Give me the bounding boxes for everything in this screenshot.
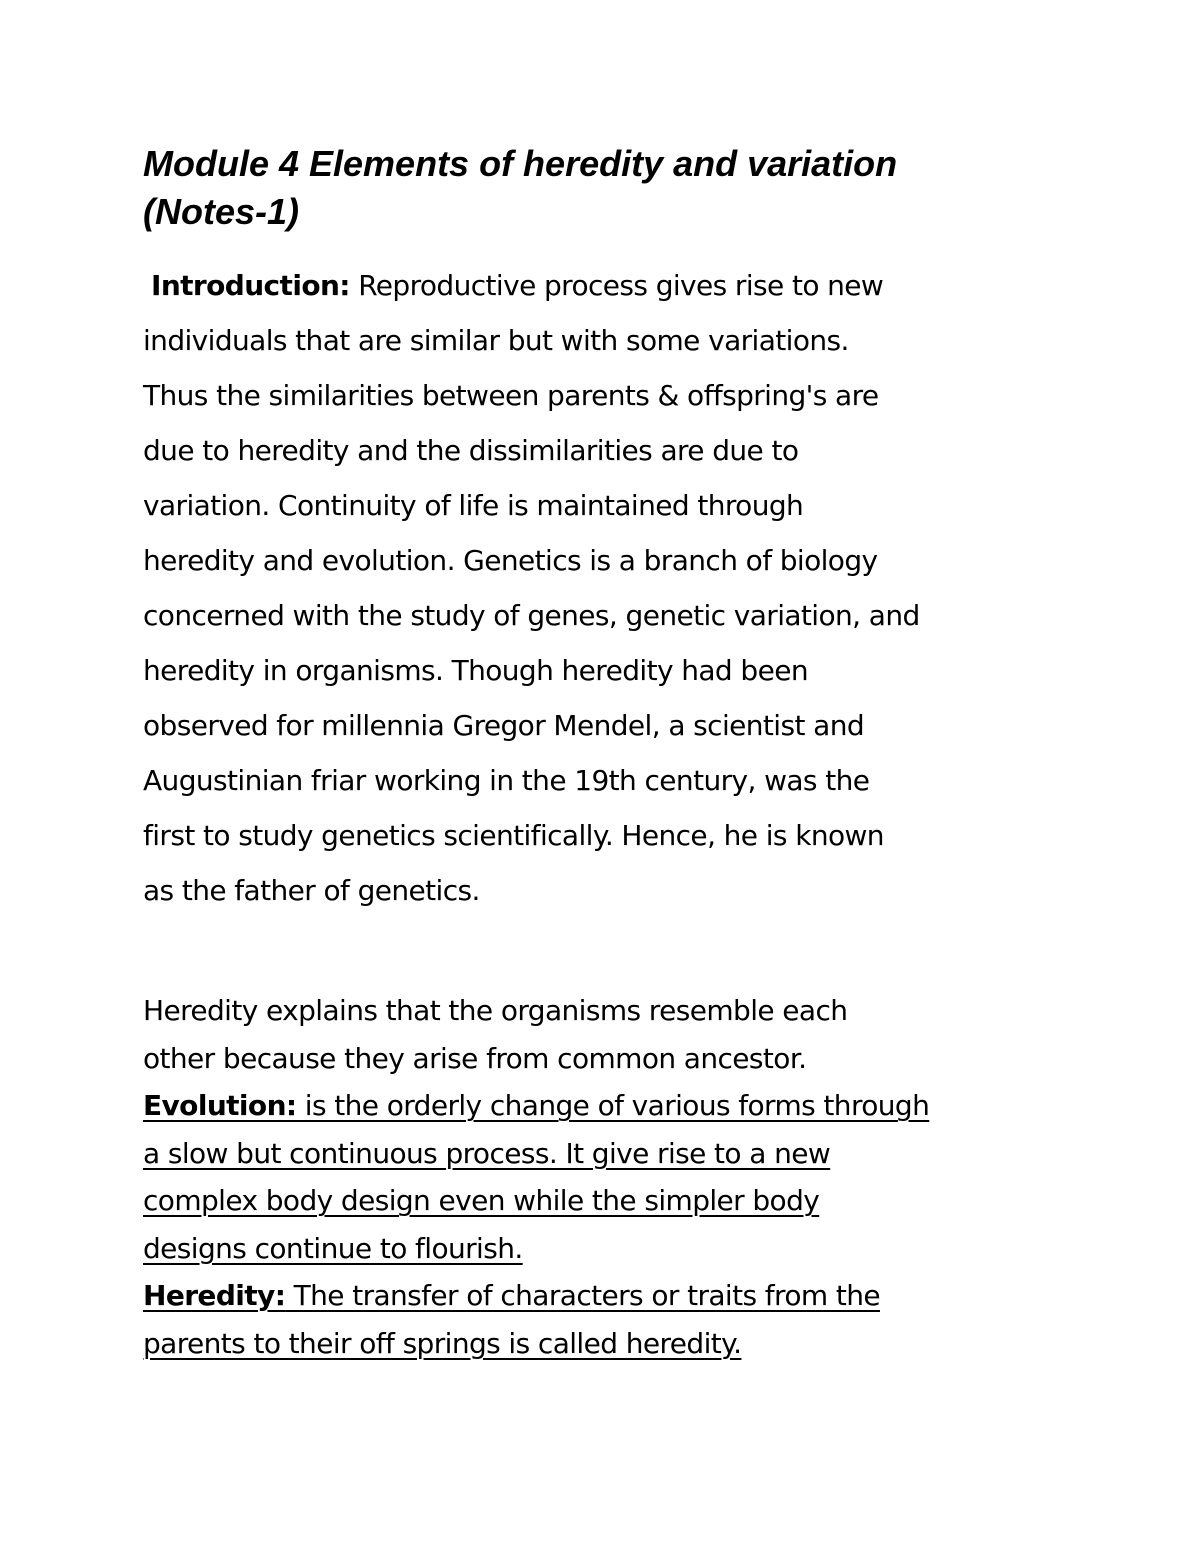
- intro-line: individuals that are similar but with some variations.: [143, 324, 849, 357]
- intro-line: Augustinian friar working in the 19th century, was the: [143, 764, 870, 797]
- heredity-explains-line: other because they arise from common ancestor.: [143, 1041, 807, 1075]
- definitions-section: [143, 987, 1103, 1367]
- title-line-1: Module 4 Elements of heredity and variation: [143, 143, 898, 184]
- intro-line: first to study genetics scientifically. Hence, he is known: [143, 819, 884, 852]
- intro-line: due to heredity and the dissimilarities are due to: [143, 434, 799, 467]
- document-title: [143, 140, 1083, 236]
- intro-line: concerned with the study of genes, genetic variation, and: [143, 599, 920, 632]
- intro-line: Thus the similarities between parents & offspring's are: [143, 379, 879, 412]
- introduction-label: Introduction:: [151, 269, 350, 302]
- intro-line: heredity and evolution. Genetics is a branch of biology: [143, 544, 878, 577]
- heredity-definition-line: parents to their off springs is called heredity.: [143, 1326, 742, 1360]
- title-line-2: (Notes-1): [143, 191, 300, 232]
- intro-line: as the father of genetics.: [143, 874, 480, 907]
- intro-line: Reproductive process gives rise to new: [349, 269, 884, 302]
- heredity-explains-line: Heredity explains that the organisms resemble each: [143, 994, 848, 1027]
- intro-line: variation. Continuity of life is maintained through: [143, 489, 804, 522]
- evolution-definition-line: designs continue to flourish.: [143, 1231, 523, 1265]
- evolution-definition-line: is the orderly change of various forms through: [296, 1089, 930, 1122]
- intro-line: observed for millennia Gregor Mendel, a scientist and: [143, 709, 865, 742]
- intro-line: heredity in organisms. Though heredity had been: [143, 654, 808, 687]
- heredity-label: Heredity:: [143, 1279, 286, 1312]
- evolution-definition-line: complex body design even while the simpler body: [143, 1184, 820, 1217]
- evolution-label: Evolution:: [143, 1089, 297, 1122]
- evolution-definition-line: a slow but continuous process. It give rise to a new: [143, 1136, 831, 1170]
- introduction-paragraph: [143, 258, 1103, 918]
- heredity-definition-line: The transfer of characters or traits from the: [285, 1279, 880, 1312]
